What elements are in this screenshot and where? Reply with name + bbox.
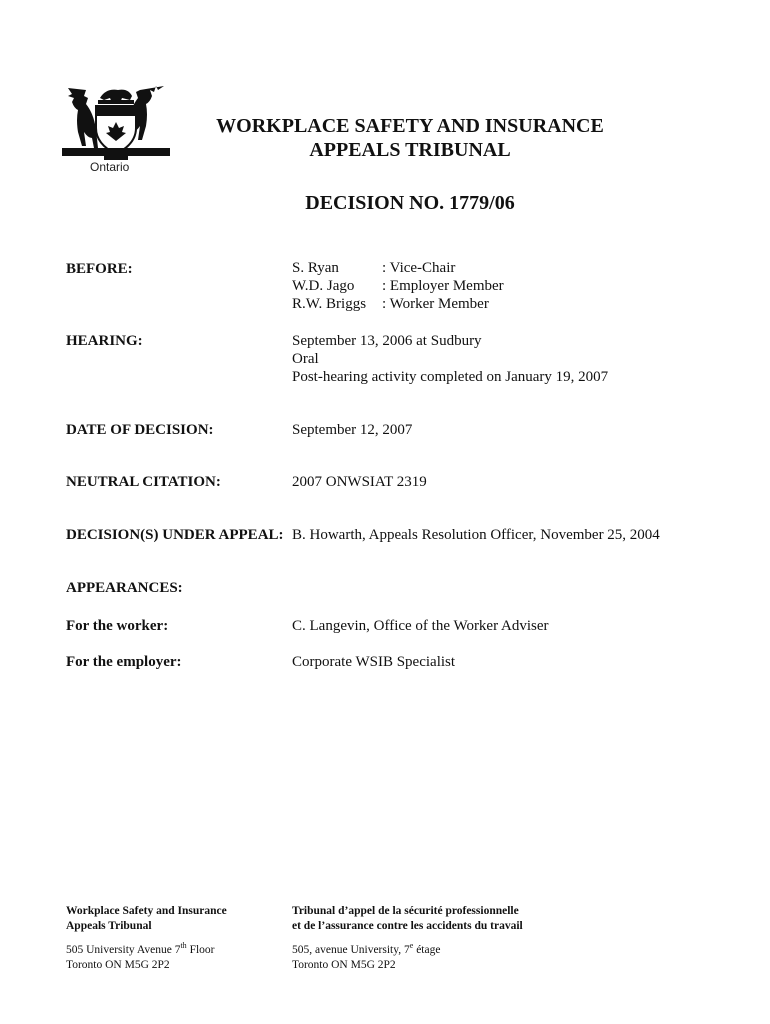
members-table — [292, 259, 504, 313]
hearing-details — [292, 332, 608, 386]
member-name: W.D. Jago — [292, 278, 355, 294]
tribunal-title — [180, 114, 640, 162]
employer-value: Corporate WSIB Specialist — [292, 654, 456, 670]
footer-city: Toronto ON M5G 2P2 — [292, 959, 396, 971]
footer-org-line: Tribunal d’appel de la sécurité professionnelle — [292, 905, 519, 917]
date-of-decision-label: DATE OF DECISION: — [66, 422, 214, 438]
date-of-decision-value: September 12, 2007 — [292, 422, 413, 438]
member-row — [292, 259, 504, 277]
footer-address — [292, 943, 523, 958]
decisions-under-appeal-label: DECISION(S) UNDER APPEAL: — [66, 527, 284, 543]
title-line-1: WORKPLACE SAFETY AND INSURANCE — [216, 115, 604, 137]
worker-label: For the worker: — [66, 618, 169, 634]
hearing-line: Post-hearing activity completed on January 19, 2007 — [292, 369, 609, 385]
hearing-line: September 13, 2006 at Sudbury — [292, 333, 482, 349]
ontario-caption: Ontario — [90, 160, 130, 174]
title-line-2: APPEALS TRIBUNAL — [309, 139, 511, 161]
footer-address-sup: e — [409, 941, 414, 951]
member-role: : Vice-Chair — [382, 260, 456, 276]
footer-org-line: Workplace Safety and Insurance — [66, 905, 227, 917]
footer-address-sup: th — [180, 941, 187, 951]
footer-address — [66, 943, 227, 958]
footer-address-text: étage — [413, 944, 441, 956]
member-row — [292, 295, 504, 313]
footer-english — [66, 904, 227, 973]
appearances-heading: APPEARANCES: — [66, 580, 183, 596]
member-name: S. Ryan — [292, 260, 339, 276]
hearing-line: Oral — [292, 351, 319, 367]
footer-org-line: Appeals Tribunal — [66, 920, 152, 932]
footer-address-text: Floor — [186, 944, 215, 956]
worker-value: C. Langevin, Office of the Worker Adviser — [292, 618, 549, 634]
employer-label: For the employer: — [66, 654, 182, 670]
neutral-citation-value: 2007 ONWSIAT 2319 — [292, 474, 427, 490]
footer-city: Toronto ON M5G 2P2 — [66, 959, 170, 971]
decisions-under-appeal-value: B. Howarth, Appeals Resolution Officer, November 25, 2004 — [292, 527, 660, 543]
footer-french — [292, 904, 523, 973]
decision-number: DECISION NO. 1779/06 — [305, 192, 515, 214]
member-role: : Employer Member — [382, 278, 504, 294]
member-name: R.W. Briggs — [292, 296, 367, 312]
member-role: : Worker Member — [382, 296, 489, 312]
member-row — [292, 277, 504, 295]
footer-address-text: 505 University Avenue 7 — [66, 944, 181, 956]
neutral-citation-label: NEUTRAL CITATION: — [66, 474, 221, 490]
footer-address-text: 505, avenue University, 7 — [292, 944, 410, 956]
footer-org-line: et de l’assurance contre les accidents du travail — [292, 920, 523, 932]
before-label: BEFORE: — [66, 261, 133, 277]
hearing-label: HEARING: — [66, 333, 143, 349]
